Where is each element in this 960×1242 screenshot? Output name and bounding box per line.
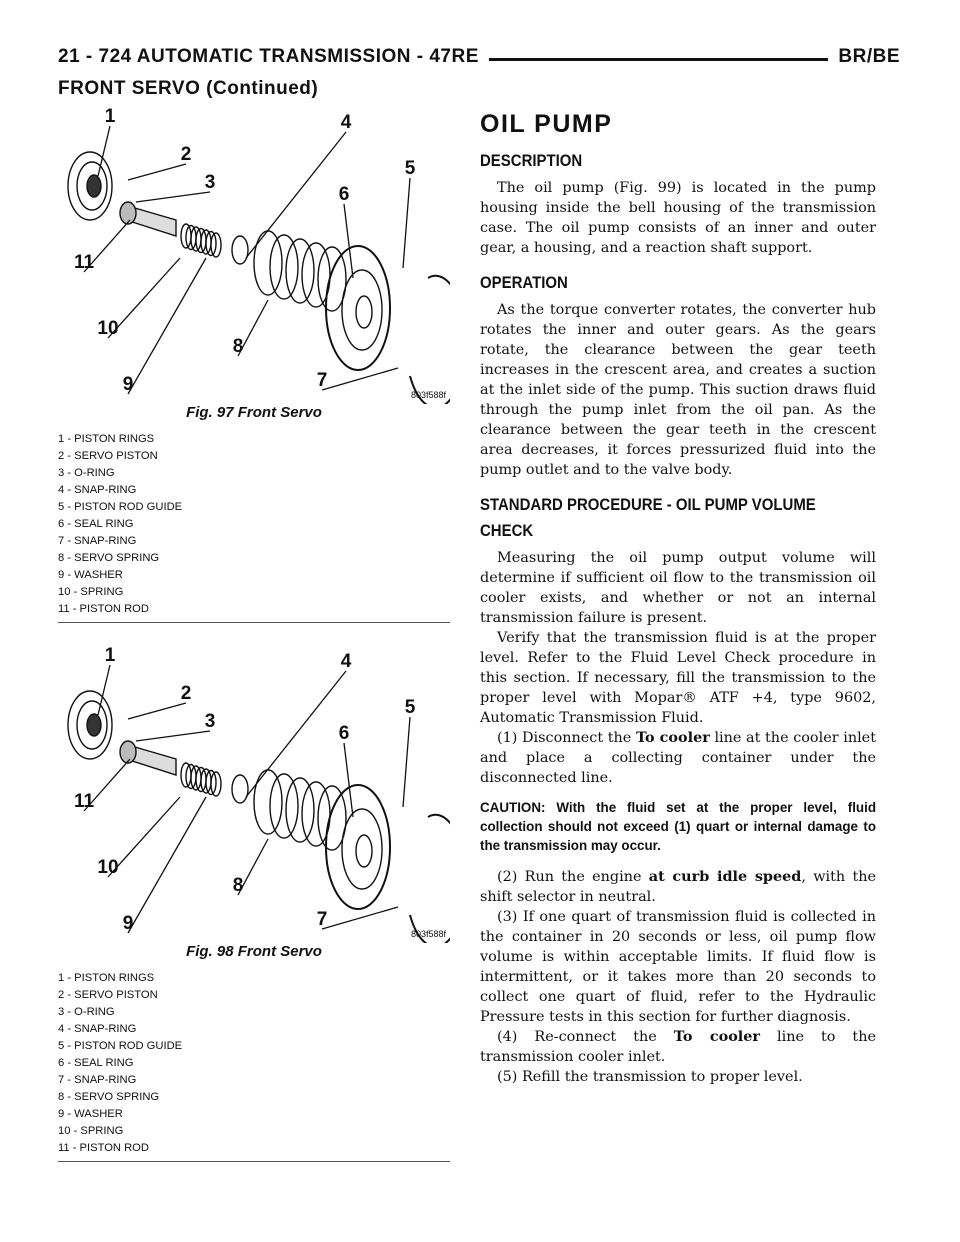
legend-item: 4 - SNAP-RING (58, 1023, 137, 1035)
piston-hub (87, 714, 101, 736)
servo-parts (68, 691, 450, 943)
snap-ring-part (410, 815, 450, 943)
leader-line (128, 703, 186, 719)
step-5: (5) Refill the transmission to proper level. (497, 1069, 803, 1085)
legend-item: 9 - WASHER (58, 569, 123, 581)
legend-item: 5 - PISTON ROD GUIDE (58, 1040, 183, 1052)
callout-number: 9 (122, 913, 134, 934)
callout-number: 3 (204, 711, 216, 732)
step-3: (3) If one quart of transmission fluid is collected in the container in 20 seconds or less, oil pump flow volume is within acceptable limits. If fluid flow is intermittent, or it takes more than 20 seconds to collect one quart of fluid, refer to the Hydraulic Pressure tests in this section for further diagnosis. (480, 909, 876, 1025)
callout-number: 7 (316, 370, 328, 391)
callout-number: 6 (338, 723, 350, 744)
legend-item: 2 - SERVO PISTON (58, 450, 158, 462)
figure-97 (58, 108, 450, 404)
step-text: , with the shift selector in neutral. (480, 869, 877, 905)
leader-line (403, 178, 410, 268)
procedure-verify: Verify that the transmission fluid is at the proper level. Refer to the Fluid Level Check procedure in this section. If necessary, fill the transmission to the proper level with Mopar® ATF +4, type 9602, Automatic Transmission Fluid. (480, 630, 876, 726)
callout-number: 11 (73, 252, 95, 273)
step-emphasis: To cooler (635, 729, 710, 746)
leader-line (108, 258, 180, 338)
snap-ring-part (410, 276, 450, 404)
leader-line (136, 192, 210, 202)
callout-number: 5 (404, 697, 416, 718)
legend-item: 11 - PISTON ROD (58, 1142, 149, 1154)
leader-line (128, 258, 206, 394)
leader-line (322, 907, 398, 929)
legend-item: 7 - SNAP-RING (58, 535, 137, 547)
servo-parts (68, 152, 450, 404)
description-text: The oil pump (Fig. 99) is located in the pump housing inside the bell housing of the transmission case. The oil pump consists of an inner and outer gear, a housing, and a reaction shaft support. (480, 180, 876, 256)
front-servo-diagram (58, 647, 450, 943)
figure-98 (58, 647, 450, 943)
step-4 (480, 1027, 876, 1067)
leader-line (246, 132, 346, 258)
callout-number: 3 (204, 172, 216, 193)
step-text: (2) Run the engine (497, 869, 649, 885)
leader-line (246, 671, 346, 797)
front-servo-diagram (58, 108, 450, 404)
callout-number: 2 (180, 144, 192, 165)
callout-number: 4 (340, 112, 352, 133)
callout-number: 9 (122, 374, 134, 395)
guide-bore (356, 296, 372, 328)
operation-text: As the torque converter rotates, the converter hub rotates the inner and outer gears. As the gears rotate, the clearance between the gear teeth increases in the crescent area, and creates a suction at the inlet side of the pump. This suction draws fluid through the pump inlet from the oil pan. As the clearance between the gear teeth in the crescent area decreases, it forces pressurized fluid into the pump outlet and to the valve body. (480, 302, 876, 478)
legend-divider (58, 622, 450, 623)
servo-spring-coil (254, 770, 282, 834)
servo-spring-coil (286, 239, 314, 303)
callout-number: 10 (97, 857, 119, 878)
figure-caption: Fig. 98 Front Servo (186, 943, 322, 960)
step-text: (4) Re-connect the (497, 1029, 674, 1045)
o-ring-part (120, 741, 136, 763)
legend-item: 9 - WASHER (58, 1108, 123, 1120)
step-text: line to the transmission cooler inlet. (480, 1029, 876, 1065)
piston-hub (87, 175, 101, 197)
legend-item: 6 - SEAL RING (58, 1057, 134, 1069)
section-title: OIL PUMP (480, 110, 613, 138)
step-emphasis: at curb idle speed (648, 868, 802, 885)
operation-heading: OPERATION (480, 273, 568, 292)
leader-line (108, 797, 180, 877)
step-1 (480, 728, 876, 788)
step-2 (480, 867, 876, 907)
figure-legend (58, 970, 450, 1157)
callout-number: 4 (340, 651, 352, 672)
legend-item: 3 - O-RING (58, 467, 115, 479)
procedure-heading: STANDARD PROCEDURE - OIL PUMP VOLUME CHECK (480, 495, 816, 540)
figure-code: 803f588f (410, 929, 446, 939)
callout-number: 5 (404, 158, 416, 179)
callout-number: 1 (104, 108, 116, 127)
legend-item: 5 - PISTON ROD GUIDE (58, 501, 183, 513)
washer-part (232, 236, 248, 264)
text-column (480, 108, 876, 1087)
page-header (58, 44, 900, 74)
page-number-title: 21 - 724 AUTOMATIC TRANSMISSION - 47RE (58, 46, 489, 68)
legend-item: 10 - SPRING (58, 586, 124, 598)
step-text: line at the cooler inlet and place a collecting container under the disconnected line. (480, 730, 876, 786)
callout-number: 1 (104, 647, 116, 666)
legend-item: 3 - O-RING (58, 1006, 115, 1018)
callout-number: 8 (232, 875, 244, 896)
leader-line (136, 731, 210, 741)
leader-line (128, 797, 206, 933)
legend-item: 1 - PISTON RINGS (58, 433, 155, 445)
callout-number: 2 (180, 683, 192, 704)
callout-number: 10 (97, 318, 119, 339)
legend-item: 11 - PISTON ROD (58, 603, 149, 615)
figure-caption: Fig. 97 Front Servo (186, 404, 322, 421)
figures-column (58, 108, 450, 1162)
servo-spring-coil (286, 778, 314, 842)
legend-item: 10 - SPRING (58, 1125, 124, 1137)
callout-number: 11 (73, 791, 95, 812)
leader-line (403, 717, 410, 807)
servo-spring-coil (270, 774, 298, 838)
legend-item: 1 - PISTON RINGS (58, 972, 155, 984)
legend-item: 7 - SNAP-RING (58, 1074, 137, 1086)
callout-number: 7 (316, 909, 328, 930)
legend-divider (58, 1161, 450, 1162)
servo-spring-coil (270, 235, 298, 299)
leader-line (322, 368, 398, 390)
legend-item: 8 - SERVO SPRING (58, 552, 160, 564)
description-heading: DESCRIPTION (480, 151, 583, 170)
servo-spring-coil (254, 231, 282, 295)
step-text: (1) Disconnect the (497, 730, 636, 746)
step-emphasis: To cooler (673, 1028, 761, 1045)
procedure-intro: Measuring the oil pump output volume will determine if sufficient oil flow to the transmission oil cooler exists, and whether or not an internal transmission failure is present. (480, 550, 876, 626)
legend-item: 6 - SEAL RING (58, 518, 134, 530)
washer-part (232, 775, 248, 803)
callout-number: 6 (338, 184, 350, 205)
legend-item: 4 - SNAP-RING (58, 484, 137, 496)
figure-code: 803f588f (410, 390, 446, 400)
legend-item: 8 - SERVO SPRING (58, 1091, 160, 1103)
guide-bore (356, 835, 372, 867)
o-ring-part (120, 202, 136, 224)
leader-line (128, 164, 186, 180)
legend-item: 2 - SERVO PISTON (58, 989, 158, 1001)
figure-legend (58, 431, 450, 618)
vehicle-code: BR/BE (828, 46, 900, 68)
callout-number: 8 (232, 336, 244, 357)
caution-note: CAUTION: With the fluid set at the proper level, fluid collection should not exceed (1) quart or internal damage to the transmission may occur. (480, 800, 876, 853)
continued-title: FRONT SERVO (Continued) (58, 78, 319, 99)
